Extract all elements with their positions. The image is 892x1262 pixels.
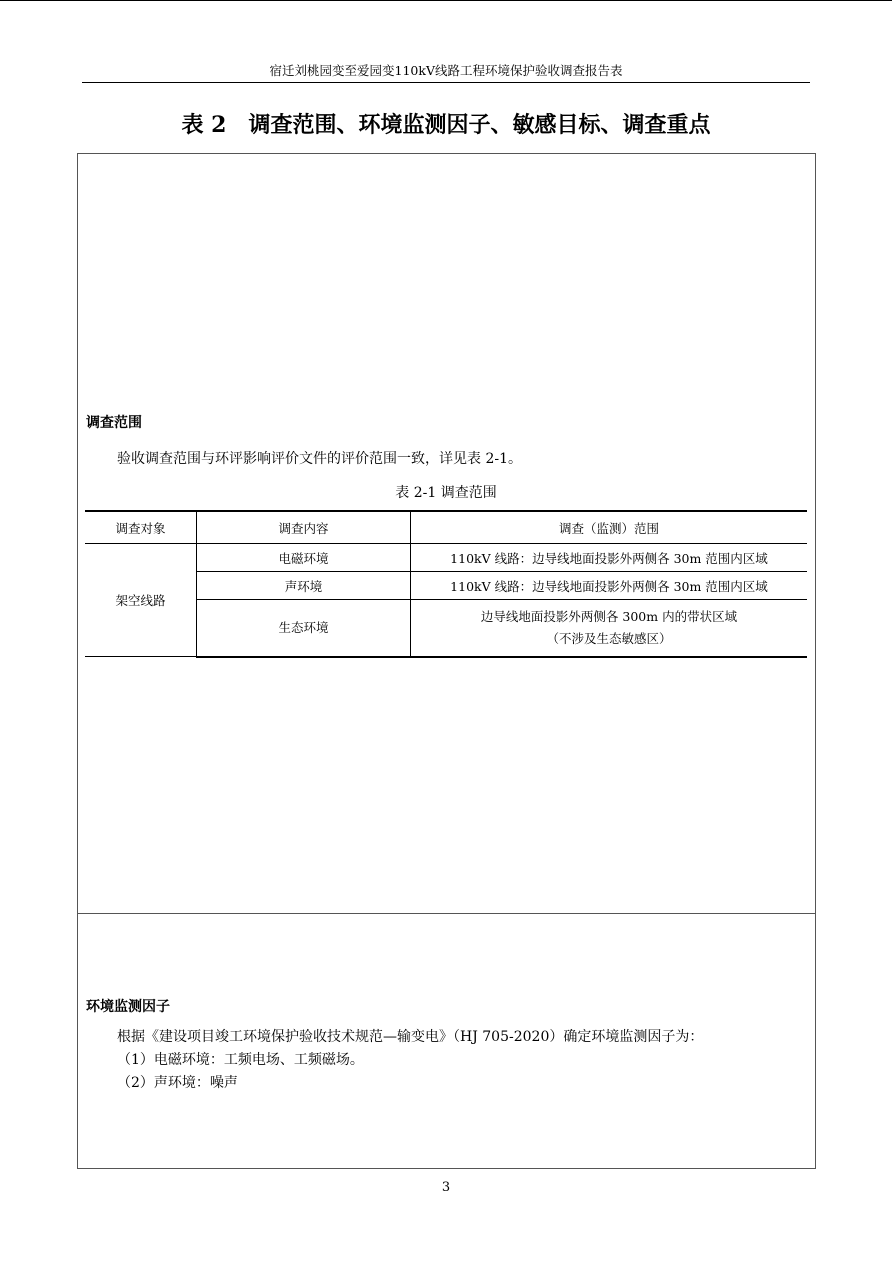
content-frame <box>77 153 816 1169</box>
table-header-object: 调查对象 <box>85 511 197 544</box>
table-cell-content: 电磁环境 <box>197 544 411 572</box>
factor-item-noise: （2）声环境：噪声 <box>117 1075 238 1091</box>
running-header: 宿迁刘桃园变至爱园变110kV线路工程环境保护验收调查报告表 <box>269 63 623 78</box>
table-cell-content: 生态环境 <box>197 600 411 657</box>
table-row <box>85 544 807 572</box>
factors-paragraph: 根据《建设项目竣工环境保护验收技术规范—输变电》（HJ 705-2020）确定环境监测因子为： <box>117 1029 704 1045</box>
scope-table <box>85 510 807 658</box>
factors-heading: 环境监测因子 <box>86 999 170 1015</box>
scope-heading: 调查范围 <box>86 415 142 431</box>
table-cell-object: 架空线路 <box>85 544 197 657</box>
table-header-content: 调查内容 <box>197 511 411 544</box>
page-number: 3 <box>441 1180 451 1195</box>
frame-divider <box>78 913 815 914</box>
top-border-line <box>0 0 892 1</box>
table-header-range: 调查（监测）范围 <box>411 511 808 544</box>
page-title: 表 2 调查范围、环境监测因子、敏感目标、调查重点 <box>181 112 711 138</box>
range-line-1: 边导线地面投影外两侧各 300m 内的带状区域 <box>480 608 738 624</box>
table-cell-range: 110kV 线路：边导线地面投影外两侧各 30m 范围内区域 <box>411 572 808 600</box>
table-cell-content: 声环境 <box>197 572 411 600</box>
scope-paragraph: 验收调查范围与环评影响评价文件的评价范围一致，详见表 2-1。 <box>117 451 522 467</box>
range-line-2: （不涉及生态敏感区） <box>546 630 672 646</box>
header-rule <box>82 82 810 83</box>
table-cell-range <box>411 600 808 657</box>
table-cell-range: 110kV 线路：边导线地面投影外两侧各 30m 范围内区域 <box>411 544 808 572</box>
table-caption: 表 2-1 调查范围 <box>395 485 497 501</box>
factor-item-electromagnetic: （1）电磁环境：工频电场、工频磁场。 <box>117 1052 364 1068</box>
